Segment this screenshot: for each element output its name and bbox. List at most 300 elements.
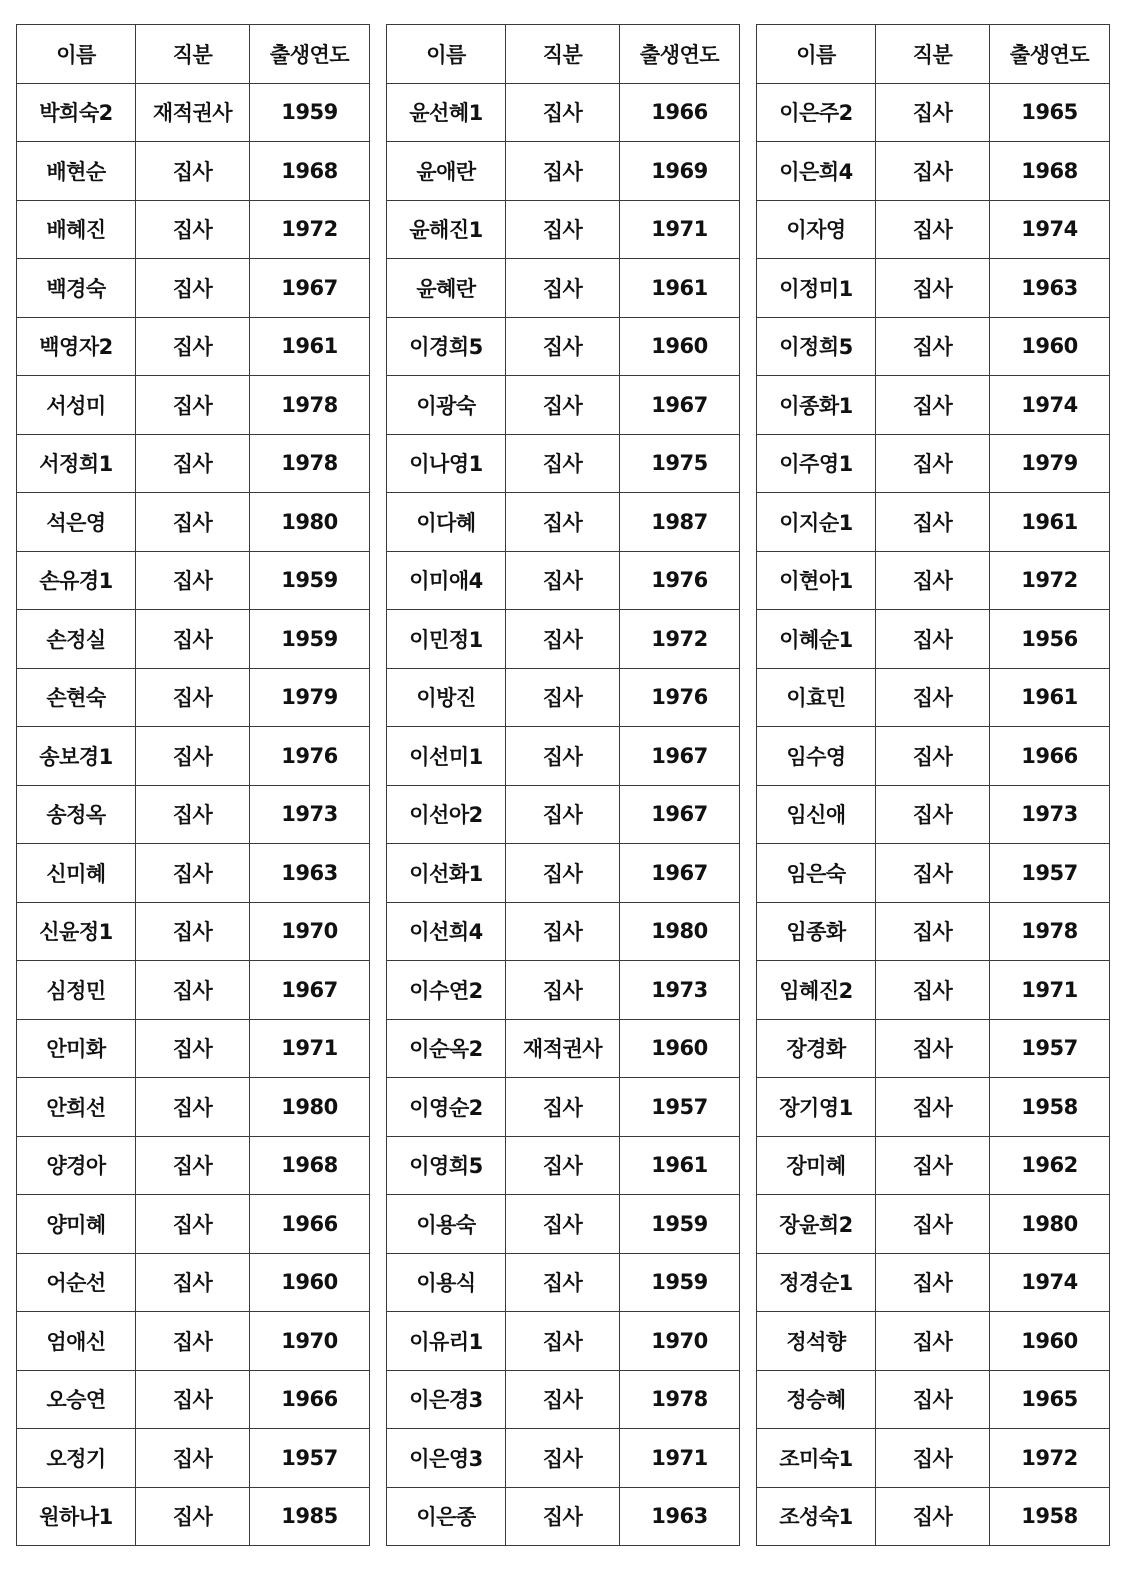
table-row [387, 200, 740, 259]
table-row [757, 200, 1110, 259]
cell-birth-year: 1957 [990, 844, 1110, 903]
cell-role: 집사 [876, 1312, 990, 1371]
table-row [387, 785, 740, 844]
table-row [17, 610, 370, 669]
table-row [387, 142, 740, 201]
cell-name: 조미숙1 [757, 1429, 876, 1488]
header-birth-year: 출생연도 [250, 25, 370, 84]
cell-birth-year: 1968 [250, 142, 370, 201]
table-row [757, 1487, 1110, 1546]
table-row [17, 727, 370, 786]
cell-birth-year: 1979 [990, 434, 1110, 493]
table-row [17, 961, 370, 1020]
cell-birth-year: 1961 [620, 1136, 740, 1195]
cell-name: 이수연2 [387, 961, 506, 1020]
cell-name: 원하나1 [17, 1487, 136, 1546]
cell-role: 집사 [876, 1370, 990, 1429]
table-row [387, 1487, 740, 1546]
cell-role: 집사 [506, 961, 620, 1020]
table-row [757, 1078, 1110, 1137]
cell-birth-year: 1970 [250, 1312, 370, 1371]
cell-role: 집사 [876, 259, 990, 318]
cell-name: 임은숙 [757, 844, 876, 903]
cell-role: 집사 [136, 668, 250, 727]
cell-birth-year: 1963 [250, 844, 370, 903]
cell-role: 집사 [136, 200, 250, 259]
cell-name: 손정실 [17, 610, 136, 669]
cell-role: 집사 [506, 610, 620, 669]
table-row [757, 259, 1110, 318]
cell-name: 이영희5 [387, 1136, 506, 1195]
table-row [17, 1019, 370, 1078]
cell-birth-year: 1959 [620, 1195, 740, 1254]
table-row [387, 844, 740, 903]
table-row [387, 1078, 740, 1137]
cell-role: 집사 [506, 668, 620, 727]
table-row [387, 668, 740, 727]
header-birth-year: 출생연도 [620, 25, 740, 84]
table-row [757, 1370, 1110, 1429]
cell-name: 이혜순1 [757, 610, 876, 669]
cell-birth-year: 1966 [990, 727, 1110, 786]
cell-role: 집사 [136, 844, 250, 903]
cell-name: 신윤정1 [17, 902, 136, 961]
cell-name: 오정기 [17, 1429, 136, 1488]
cell-birth-year: 1959 [620, 1253, 740, 1312]
cell-birth-year: 1967 [620, 376, 740, 435]
table-row [17, 200, 370, 259]
cell-birth-year: 1967 [620, 727, 740, 786]
cell-role: 집사 [506, 902, 620, 961]
cell-birth-year: 1967 [250, 961, 370, 1020]
cell-role: 집사 [876, 317, 990, 376]
cell-birth-year: 1972 [990, 1429, 1110, 1488]
cell-name: 이유리1 [387, 1312, 506, 1371]
cell-birth-year: 1972 [250, 200, 370, 259]
table-row [17, 1487, 370, 1546]
cell-role: 집사 [506, 727, 620, 786]
cell-birth-year: 1978 [620, 1370, 740, 1429]
cell-role: 집사 [506, 142, 620, 201]
cell-name: 양미혜 [17, 1195, 136, 1254]
cell-name: 이은종 [387, 1487, 506, 1546]
cell-birth-year: 1971 [620, 200, 740, 259]
cell-birth-year: 1967 [620, 785, 740, 844]
cell-role: 집사 [136, 1136, 250, 1195]
cell-birth-year: 1971 [250, 1019, 370, 1078]
cell-name: 이은경3 [387, 1370, 506, 1429]
cell-birth-year: 1974 [990, 1253, 1110, 1312]
cell-birth-year: 1976 [620, 668, 740, 727]
table-row [387, 259, 740, 318]
table-row [757, 142, 1110, 201]
table-row [757, 1195, 1110, 1254]
cell-name: 이은영3 [387, 1429, 506, 1488]
cell-role: 집사 [876, 493, 990, 552]
cell-role: 집사 [506, 259, 620, 318]
cell-name: 이나영1 [387, 434, 506, 493]
cell-role: 집사 [876, 727, 990, 786]
cell-role: 집사 [506, 200, 620, 259]
cell-role: 집사 [506, 785, 620, 844]
cell-name: 임수영 [757, 727, 876, 786]
cell-role: 집사 [136, 493, 250, 552]
header-role: 직분 [506, 25, 620, 84]
table-row [17, 1253, 370, 1312]
cell-role: 집사 [876, 1487, 990, 1546]
cell-name: 정승혜 [757, 1370, 876, 1429]
cell-role: 집사 [876, 1429, 990, 1488]
cell-name: 윤혜란 [387, 259, 506, 318]
cell-name: 이자영 [757, 200, 876, 259]
cell-name: 이광숙 [387, 376, 506, 435]
cell-birth-year: 1968 [990, 142, 1110, 201]
table-row [757, 727, 1110, 786]
table-row [757, 902, 1110, 961]
cell-role: 집사 [136, 1195, 250, 1254]
cell-role: 집사 [136, 610, 250, 669]
table-row [387, 961, 740, 1020]
cell-role: 집사 [876, 376, 990, 435]
cell-birth-year: 1970 [620, 1312, 740, 1371]
table-row [757, 844, 1110, 903]
cell-role: 재적권사 [506, 1019, 620, 1078]
cell-name: 이정희5 [757, 317, 876, 376]
cell-name: 백경숙 [17, 259, 136, 318]
cell-birth-year: 1957 [990, 1019, 1110, 1078]
header-birth-year: 출생연도 [990, 25, 1110, 84]
header-role: 직분 [876, 25, 990, 84]
cell-name: 송보경1 [17, 727, 136, 786]
cell-birth-year: 1961 [990, 493, 1110, 552]
cell-role: 집사 [876, 434, 990, 493]
cell-role: 집사 [136, 785, 250, 844]
table-row [757, 1253, 1110, 1312]
cell-birth-year: 1958 [990, 1078, 1110, 1137]
cell-birth-year: 1971 [990, 961, 1110, 1020]
table-row [757, 610, 1110, 669]
cell-name: 장경화 [757, 1019, 876, 1078]
cell-name: 이은주2 [757, 83, 876, 142]
cell-role: 집사 [876, 83, 990, 142]
cell-birth-year: 1967 [620, 844, 740, 903]
header-name: 이름 [17, 25, 136, 84]
cell-role: 집사 [136, 1429, 250, 1488]
cell-name: 손현숙 [17, 668, 136, 727]
cell-role: 집사 [506, 376, 620, 435]
cell-name: 장미혜 [757, 1136, 876, 1195]
cell-role: 집사 [136, 142, 250, 201]
cell-birth-year: 1970 [250, 902, 370, 961]
table-row [387, 551, 740, 610]
cell-birth-year: 1976 [620, 551, 740, 610]
table-row [757, 493, 1110, 552]
table-row [17, 142, 370, 201]
cell-name: 이방진 [387, 668, 506, 727]
cell-name: 이용숙 [387, 1195, 506, 1254]
cell-name: 윤선혜1 [387, 83, 506, 142]
cell-role: 집사 [136, 1019, 250, 1078]
cell-birth-year: 1973 [990, 785, 1110, 844]
cell-role: 집사 [136, 1312, 250, 1371]
cell-name: 배혜진 [17, 200, 136, 259]
cell-role: 집사 [136, 1370, 250, 1429]
table-row [387, 1253, 740, 1312]
cell-birth-year: 1959 [250, 551, 370, 610]
cell-name: 이미애4 [387, 551, 506, 610]
cell-role: 집사 [136, 1487, 250, 1546]
cell-name: 이효민 [757, 668, 876, 727]
cell-birth-year: 1960 [620, 317, 740, 376]
header-row [17, 25, 370, 84]
header-row [387, 25, 740, 84]
cell-role: 집사 [876, 200, 990, 259]
table-row [757, 668, 1110, 727]
cell-name: 이민정1 [387, 610, 506, 669]
cell-role: 집사 [876, 1136, 990, 1195]
cell-role: 집사 [876, 844, 990, 903]
cell-birth-year: 1980 [250, 1078, 370, 1137]
cell-birth-year: 1978 [990, 902, 1110, 961]
cell-birth-year: 1959 [250, 610, 370, 669]
cell-role: 집사 [506, 1078, 620, 1137]
cell-birth-year: 1972 [620, 610, 740, 669]
roster-table-3 [756, 24, 1110, 1546]
cell-name: 윤해진1 [387, 200, 506, 259]
cell-name: 장윤희2 [757, 1195, 876, 1254]
header-row [757, 25, 1110, 84]
cell-birth-year: 1969 [620, 142, 740, 201]
table-row [387, 902, 740, 961]
cell-birth-year: 1968 [250, 1136, 370, 1195]
cell-name: 정경순1 [757, 1253, 876, 1312]
cell-role: 집사 [506, 1253, 620, 1312]
cell-birth-year: 1960 [990, 1312, 1110, 1371]
cell-birth-year: 1976 [250, 727, 370, 786]
cell-role: 집사 [506, 434, 620, 493]
cell-name: 서성미 [17, 376, 136, 435]
cell-birth-year: 1973 [620, 961, 740, 1020]
table-row [17, 1312, 370, 1371]
cell-birth-year: 1965 [990, 1370, 1110, 1429]
cell-name: 임신애 [757, 785, 876, 844]
cell-birth-year: 1973 [250, 785, 370, 844]
table-row [757, 1019, 1110, 1078]
table-row [387, 1136, 740, 1195]
cell-name: 어순선 [17, 1253, 136, 1312]
cell-name: 이선화1 [387, 844, 506, 903]
cell-name: 안미화 [17, 1019, 136, 1078]
table-row [17, 83, 370, 142]
table-row [757, 317, 1110, 376]
table-row [387, 376, 740, 435]
cell-name: 이순옥2 [387, 1019, 506, 1078]
table-row [387, 1019, 740, 1078]
table-row [757, 1429, 1110, 1488]
table-row [387, 727, 740, 786]
cell-role: 집사 [506, 1136, 620, 1195]
cell-name: 오승연 [17, 1370, 136, 1429]
cell-name: 이선아2 [387, 785, 506, 844]
cell-role: 집사 [876, 1195, 990, 1254]
table-row [17, 434, 370, 493]
cell-name: 백영자2 [17, 317, 136, 376]
table-row [387, 493, 740, 552]
cell-role: 집사 [136, 1078, 250, 1137]
table-row [757, 1136, 1110, 1195]
cell-birth-year: 1971 [620, 1429, 740, 1488]
cell-role: 집사 [876, 785, 990, 844]
table-row [17, 259, 370, 318]
cell-birth-year: 1966 [620, 83, 740, 142]
cell-role: 집사 [876, 961, 990, 1020]
table-row [387, 317, 740, 376]
cell-name: 안희선 [17, 1078, 136, 1137]
cell-role: 집사 [506, 1195, 620, 1254]
table-row [17, 1370, 370, 1429]
cell-name: 이정미1 [757, 259, 876, 318]
cell-birth-year: 1974 [990, 376, 1110, 435]
cell-name: 송정옥 [17, 785, 136, 844]
cell-name: 배현순 [17, 142, 136, 201]
table-row [17, 493, 370, 552]
cell-role: 집사 [876, 1078, 990, 1137]
cell-name: 이은희4 [757, 142, 876, 201]
table-row [17, 1429, 370, 1488]
cell-role: 집사 [506, 1312, 620, 1371]
cell-birth-year: 1987 [620, 493, 740, 552]
cell-role: 집사 [136, 961, 250, 1020]
cell-birth-year: 1959 [250, 83, 370, 142]
cell-birth-year: 1985 [250, 1487, 370, 1546]
table-row [17, 785, 370, 844]
cell-birth-year: 1974 [990, 200, 1110, 259]
cell-name: 이용식 [387, 1253, 506, 1312]
cell-role: 집사 [876, 1019, 990, 1078]
cell-birth-year: 1962 [990, 1136, 1110, 1195]
cell-role: 재적권사 [136, 83, 250, 142]
table-row [17, 551, 370, 610]
cell-birth-year: 1963 [620, 1487, 740, 1546]
cell-name: 이주영1 [757, 434, 876, 493]
cell-birth-year: 1966 [250, 1195, 370, 1254]
cell-role: 집사 [506, 493, 620, 552]
cell-birth-year: 1980 [990, 1195, 1110, 1254]
cell-name: 장기영1 [757, 1078, 876, 1137]
table-row [17, 1136, 370, 1195]
cell-name: 이선희4 [387, 902, 506, 961]
cell-role: 집사 [506, 844, 620, 903]
table-row [387, 434, 740, 493]
cell-name: 조성숙1 [757, 1487, 876, 1546]
cell-role: 집사 [506, 551, 620, 610]
cell-name: 손유경1 [17, 551, 136, 610]
table-row [387, 1312, 740, 1371]
table-row [17, 668, 370, 727]
cell-birth-year: 1972 [990, 551, 1110, 610]
cell-name: 신미혜 [17, 844, 136, 903]
cell-role: 집사 [506, 317, 620, 376]
cell-name: 양경아 [17, 1136, 136, 1195]
header-name: 이름 [387, 25, 506, 84]
cell-birth-year: 1960 [990, 317, 1110, 376]
cell-birth-year: 1980 [620, 902, 740, 961]
cell-name: 심정민 [17, 961, 136, 1020]
cell-role: 집사 [876, 1253, 990, 1312]
cell-name: 정석향 [757, 1312, 876, 1371]
cell-birth-year: 1967 [250, 259, 370, 318]
cell-birth-year: 1961 [250, 317, 370, 376]
table-row [387, 1195, 740, 1254]
cell-role: 집사 [136, 259, 250, 318]
table-row [387, 1429, 740, 1488]
cell-role: 집사 [506, 83, 620, 142]
cell-name: 석은영 [17, 493, 136, 552]
cell-name: 이경희5 [387, 317, 506, 376]
cell-name: 박희숙2 [17, 83, 136, 142]
table-row [757, 83, 1110, 142]
table-row [757, 961, 1110, 1020]
header-name: 이름 [757, 25, 876, 84]
cell-name: 이영순2 [387, 1078, 506, 1137]
cell-role: 집사 [876, 668, 990, 727]
cell-name: 이다혜 [387, 493, 506, 552]
table-row [387, 1370, 740, 1429]
cell-role: 집사 [506, 1370, 620, 1429]
cell-birth-year: 1960 [250, 1253, 370, 1312]
cell-role: 집사 [136, 376, 250, 435]
cell-role: 집사 [136, 551, 250, 610]
table-row [17, 376, 370, 435]
cell-name: 이선미1 [387, 727, 506, 786]
cell-role: 집사 [876, 610, 990, 669]
cell-birth-year: 1960 [620, 1019, 740, 1078]
table-row [387, 610, 740, 669]
cell-role: 집사 [876, 142, 990, 201]
table-row [17, 902, 370, 961]
cell-birth-year: 1961 [990, 668, 1110, 727]
cell-birth-year: 1958 [990, 1487, 1110, 1546]
cell-birth-year: 1963 [990, 259, 1110, 318]
table-row [757, 434, 1110, 493]
cell-name: 이지순1 [757, 493, 876, 552]
cell-birth-year: 1957 [250, 1429, 370, 1488]
cell-birth-year: 1966 [250, 1370, 370, 1429]
cell-name: 이종화1 [757, 376, 876, 435]
cell-name: 엄애신 [17, 1312, 136, 1371]
cell-role: 집사 [136, 317, 250, 376]
cell-birth-year: 1965 [990, 83, 1110, 142]
cell-birth-year: 1956 [990, 610, 1110, 669]
cell-name: 이현아1 [757, 551, 876, 610]
cell-role: 집사 [136, 902, 250, 961]
table-row [17, 844, 370, 903]
table-row [757, 551, 1110, 610]
cell-role: 집사 [136, 1253, 250, 1312]
cell-birth-year: 1957 [620, 1078, 740, 1137]
table-row [757, 376, 1110, 435]
cell-birth-year: 1978 [250, 376, 370, 435]
cell-role: 집사 [506, 1429, 620, 1488]
cell-role: 집사 [876, 902, 990, 961]
cell-role: 집사 [876, 551, 990, 610]
cell-name: 임혜진2 [757, 961, 876, 1020]
cell-birth-year: 1980 [250, 493, 370, 552]
table-row [757, 785, 1110, 844]
header-role: 직분 [136, 25, 250, 84]
cell-name: 서정희1 [17, 434, 136, 493]
cell-birth-year: 1975 [620, 434, 740, 493]
